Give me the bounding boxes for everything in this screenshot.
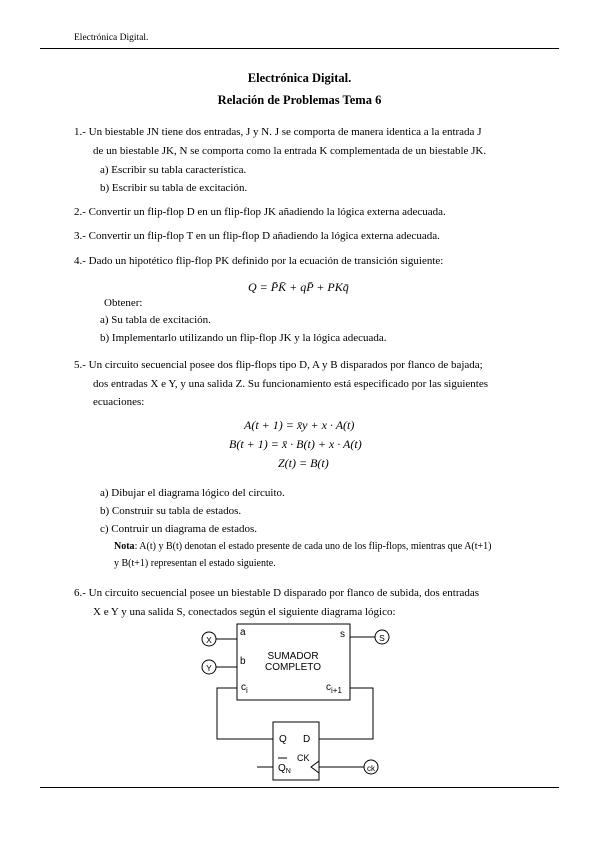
problem-6-line-2: X e Y y una salida S, conectados según el siguiente diagrama lógico: (93, 606, 396, 618)
problem-1-line-1: 1.- Un biestable JN tiene dos entradas, J y N. J se comporta de manera identica a la entrada J (74, 126, 482, 138)
footer-rule (40, 787, 559, 788)
ff-q-label: Q (279, 734, 287, 745)
ff-ck-label: CK (297, 753, 310, 763)
problem-5-item-a: a) Dibujar el diagrama lógico del circuito. (100, 487, 285, 499)
wire-q-to-ci (217, 688, 273, 739)
problem-4-item-b: b) Implementarlo utilizando un flip-flop JK y la lógica adecuada. (100, 332, 387, 344)
problem-4-obtener: Obtener: (104, 297, 143, 309)
pin-co-text: c (326, 682, 331, 693)
problem-3: 3.- Convertir un flip-flop T en un flip-flop D añadiendo la lógica externa adecuada. (74, 230, 440, 242)
problem-5-equation-1: A(t + 1) = x̄y + x · A(t) (244, 418, 355, 432)
problem-4-line-1: 4.- Dado un hipotético flip-flop PK definido por la ecuación de transición siguiente: (74, 255, 444, 267)
problem-4-equation: Q = P̄K̄ + qP̄ + PKq̄ (248, 280, 349, 294)
page-title: Electrónica Digital. (247, 71, 352, 85)
problem-4-item-a: a) Su tabla de excitación. (100, 314, 211, 326)
adder-label-line-1: SUMADOR (267, 651, 319, 662)
pin-ci-sub: i (246, 686, 248, 695)
page-subtitle: Relación de Problemas Tema 6 (217, 93, 382, 107)
ff-qn-sub: N (285, 768, 291, 775)
problem-5-item-c: c) Contruir un diagrama de estados. (100, 523, 258, 535)
pin-ci-label (241, 682, 248, 695)
ff-qn-label (278, 763, 291, 775)
note-text: : A(t) y B(t) denotan el estado presente de cada uno de los flip-flops, mientras que A(t+1) (134, 541, 492, 552)
output-s-label: S (379, 633, 385, 643)
problem-5-line-1: 5.- Un circuito secuencial posee dos flip-flops tipo D, A y B disparados por flanco de bajada; (74, 359, 483, 371)
pin-co-sub: i+1 (331, 686, 342, 695)
problem-1-line-2: de un biestable JK, N se comporta como la entrada K complementada de un biestable JK. (93, 145, 487, 157)
pin-b-label: b (240, 656, 246, 667)
problem-5-line-3: ecuaciones: (93, 396, 145, 408)
pin-a-label: a (240, 627, 246, 638)
problem-5-item-b: b) Construir su tabla de estados. (100, 505, 242, 517)
wire-co-to-d (319, 688, 373, 739)
problem-5-line-2: dos entradas X e Y, y una salida Z. Su funcionamiento está especificado por las siguientes (93, 378, 488, 390)
clock-edge-symbol (311, 761, 319, 773)
pin-s-label: s (340, 629, 345, 640)
input-y-label: Y (206, 663, 212, 673)
ff-qn-text: Q (278, 763, 286, 774)
clock-label: ck (367, 764, 375, 773)
problem-5-equation-2: B(t + 1) = x̄ · B(t) + x · A(t) (229, 437, 362, 451)
ff-d-label: D (303, 734, 311, 745)
input-x-label: X (206, 635, 212, 645)
adder-label-line-2: COMPLETO (265, 662, 321, 673)
problem-1-item-a: a) Escribir su tabla característica. (100, 164, 247, 176)
problem-5-note-line-2: y B(t+1) representan el estado siguiente. (114, 558, 276, 569)
problem-2: 2.- Convertir un flip-flop D en un flip-flop JK añadiendo la lógica externa adecuada. (74, 206, 446, 218)
note-label: Nota (114, 541, 135, 552)
problem-1-item-b: b) Escribir su tabla de excitación. (100, 182, 248, 194)
pin-co-label (326, 682, 342, 695)
pin-ci-text: c (241, 682, 246, 693)
problem-6-line-1: 6.- Un circuito secuencial posee un biestable D disparado por flanco de subida, dos entradas (74, 587, 480, 599)
running-header: Electrónica Digital. (74, 33, 149, 43)
problem-5-equation-3: Z(t) = B(t) (278, 456, 329, 470)
